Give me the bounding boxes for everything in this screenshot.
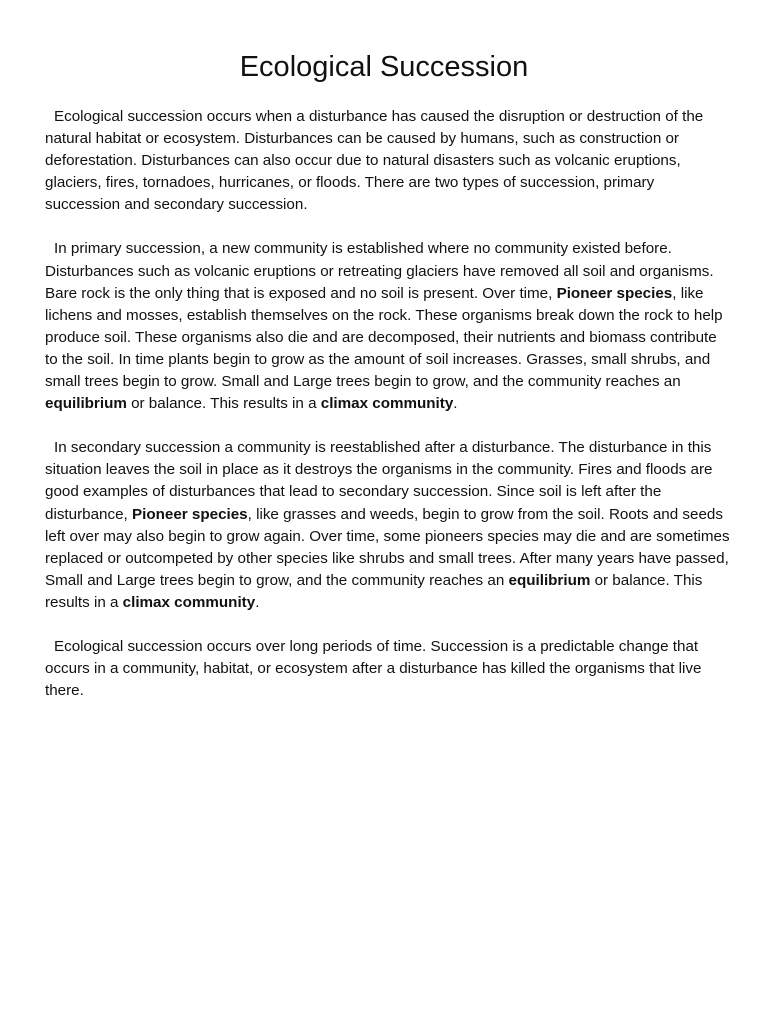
text-run: In secondary succession a community is reestablished after a disturbance. The disturbance in this situation leaves the soil in place as it destroys the organisms in the community. Fires and floods are good examples of disturbances that lead to secondary succession. Since soil is left after the disturbance, (45, 439, 713, 523)
document-title: Ecological Succession (239, 51, 529, 83)
document-body (45, 106, 730, 724)
text-run: In primary succession, a new community is established where no community existed before. Disturbances such as volcanic eruptions or retreating glaciers have removed all soil and organisms. Bare rock is the only thing that is exposed and no soil is present. Over time, (45, 240, 714, 302)
bold-term: Pioneer species (131, 505, 248, 523)
text-run: . (255, 593, 260, 611)
paragraph-conclusion (45, 636, 730, 702)
paragraph-secondary-succession (45, 437, 730, 614)
bold-term: climax community (320, 395, 454, 413)
text-run: , like grasses and weeds, begin to grow from the soil. Roots and seeds left over may also begin to grow again. Over time, some pioneers species may die and are sometimes replaced or outcompeted by other species like shrubs and small trees. After many years have passed, Small and Large trees begin to grow, and the community reaches an (45, 505, 730, 589)
bold-term: equilibrium (45, 395, 127, 413)
bold-term: equilibrium (508, 571, 591, 589)
text-run: , like lichens and mosses, establish themselves on the rock. These organisms break down the rock to help produce soil. These organisms also die and are decomposed, their nutrients and biomass contribute to the soil. In time plants begin to grow as the amount of soil increases. Grasses, small shrubs, and small trees begin to grow. Small and Large trees begin to grow, and the community reaches an (45, 284, 723, 391)
text-run: or balance. This results in a (126, 395, 321, 413)
bold-term: climax community (122, 593, 256, 611)
text-run: . (453, 395, 458, 413)
text-run: Ecological succession occurs when a disturbance has caused the disruption or destruction of the natural habitat or ecosystem. Disturbances can be caused by humans, such as construction or deforestation. Disturbances can also occur due to natural disasters such as volcanic eruptions, glaciers, fires, tornadoes, hurricanes, or floods. There are two types of succession, primary succession and secondary succession. (45, 108, 704, 214)
paragraph-intro (45, 106, 730, 216)
paragraph-primary-succession (45, 238, 730, 415)
text-run: Ecological succession occurs over long periods of time. Succession is a predictable change that occurs in a community, habitat, or ecosystem after a disturbance has killed the organisms that live there. (45, 637, 702, 700)
bold-term: Pioneer species (556, 284, 673, 302)
text-run: or balance. This results in a (45, 571, 703, 611)
